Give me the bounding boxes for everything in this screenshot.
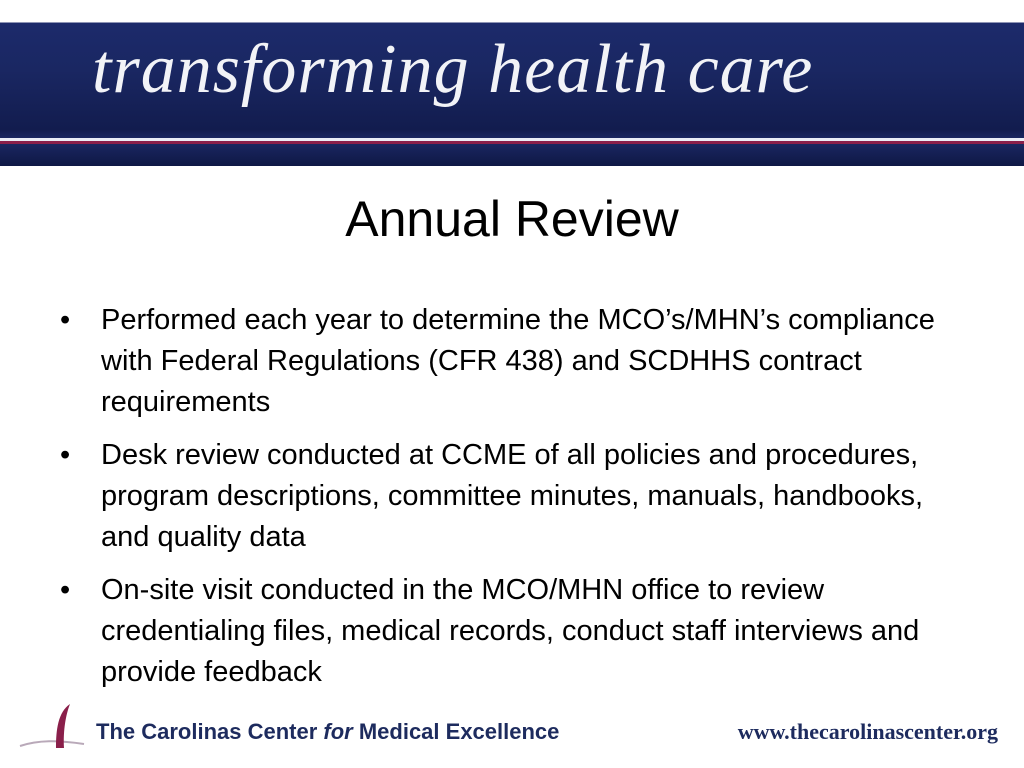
footer-org-part2: Medical Excellence <box>352 719 560 744</box>
slide-title: Annual Review <box>345 191 679 247</box>
bullet-text: Performed each year to determine the MCO’s/MHN’s compliance with Federal Regulations (CFR 438) and SCDHHS contract requirements <box>101 304 935 418</box>
ccme-swoosh-logo-icon <box>18 700 88 750</box>
bullet-item <box>60 435 960 558</box>
bullet-marker: • <box>60 439 71 471</box>
footer-org-part1: The Carolinas Center <box>96 719 324 744</box>
footer-organization-name <box>96 719 559 745</box>
bullet-list <box>60 300 960 705</box>
bullet-marker: • <box>60 304 71 336</box>
banner-lower-band <box>0 144 1024 166</box>
bullet-item <box>60 300 960 423</box>
bullet-marker: • <box>60 574 71 606</box>
bullet-text: Desk review conducted at CCME of all policies and procedures, program descriptions, committee minutes, manuals, handbooks, and quality data <box>101 439 924 553</box>
bullet-text: On-site visit conducted in the MCO/MHN office to review credentialing files, medical records, conduct staff interviews and provide feedback <box>101 574 920 688</box>
bullet-item <box>60 570 960 693</box>
footer-url: www.thecarolinascenter.org <box>737 719 998 744</box>
banner-title: transforming health care <box>92 31 814 108</box>
footer-org-for: for <box>323 719 353 744</box>
